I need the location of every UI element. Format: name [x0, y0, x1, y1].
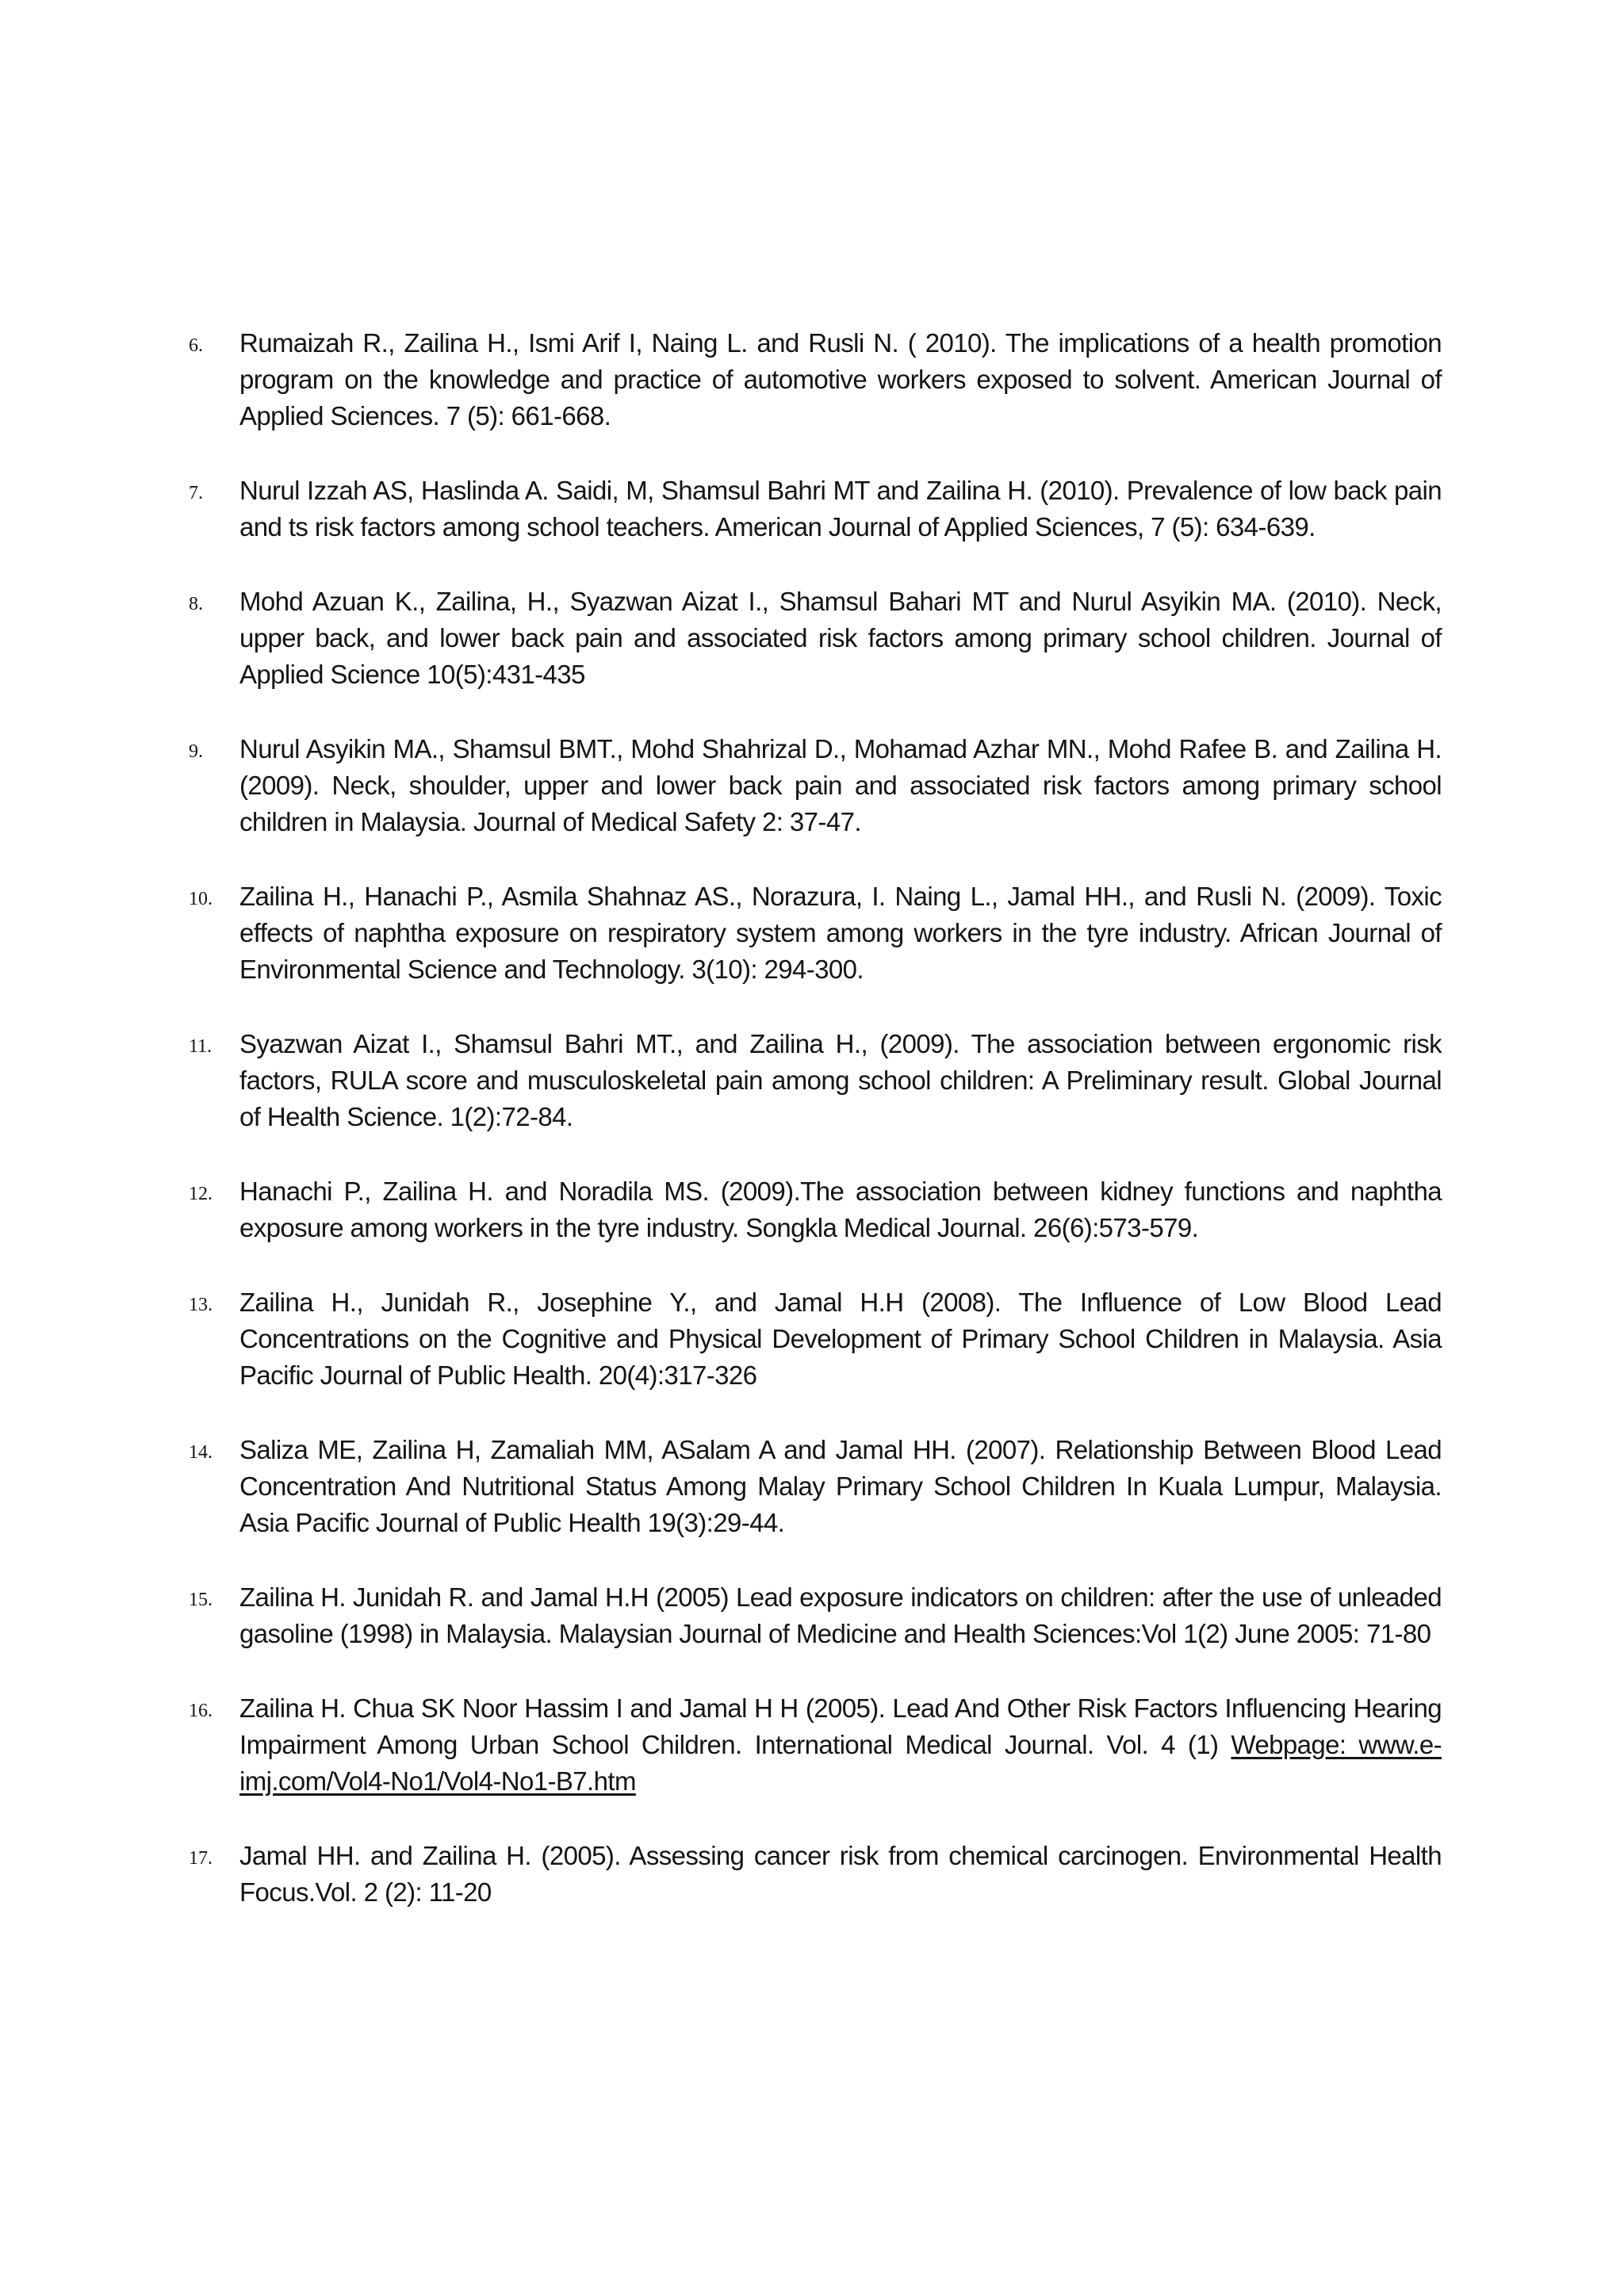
reference-number: 11. — [189, 1036, 213, 1057]
reference-item — [189, 1284, 1442, 1394]
reference-text: Zailina H., Hanachi P., Asmila Shahnaz AS., Norazura, I. Naing L., Jamal HH., and Rusli N. (2009). Toxic effects of naphtha exposure on respiratory system among workers in the tyre industry. African Journal of Environmental Science and Technology. 3(10): 294-300. — [239, 882, 1442, 984]
reference-text: Zailina H. Junidah R. and Jamal H.H (2005) Lead exposure indicators on children: after the use of unleaded gasoline (1998) in Malaysia. Malaysian Journal of Medicine and Health Sciences:Vol 1(2) June 2005: 71-80 — [239, 1582, 1442, 1648]
reference-item — [189, 1690, 1442, 1800]
reference-text: Hanachi P., Zailina H. and Noradila MS. (2009).The association between kidney functions and naphtha exposure among workers in the tyre industry. Songkla Medical Journal. 26(6):573-579. — [239, 1177, 1442, 1242]
reference-number: 13. — [189, 1295, 213, 1315]
reference-text: Nurul Izzah AS, Haslinda A. Saidi, M, Shamsul Bahri MT and Zailina H. (2010). Prevalence of low back pain and ts risk factors among school teachers. American Journal of Applied Sciences, 7 (5): 634-639. — [239, 476, 1442, 541]
reference-item — [189, 1579, 1442, 1652]
reference-item — [189, 1026, 1442, 1135]
reference-item — [189, 1432, 1442, 1541]
reference-number: 15. — [189, 1590, 213, 1610]
reference-text: Mohd Azuan K., Zailina, H., Syazwan Aizat I., Shamsul Bahari MT and Nurul Asyikin MA. (2010). Neck, upper back, and lower back pain and associated risk factors among primary school children. Journal of Applied Science 10(5):431-435 — [239, 587, 1442, 689]
reference-text: Jamal HH. and Zailina H. (2005). Assessing cancer risk from chemical carcinogen. Environmental Health Focus.Vol. 2 (2): 11-20 — [239, 1841, 1442, 1907]
reference-item — [189, 325, 1442, 434]
reference-text: Nurul Asyikin MA., Shamsul BMT., Mohd Shahrizal D., Mohamad Azhar MN., Mohd Rafee B. and Zailina H. (2009). Neck, shoulder, upper and lower back pain and associated risk factors among primary school children in Malaysia. Journal of Medical Safety 2: 37-47. — [239, 734, 1442, 836]
reference-number: 10. — [189, 889, 213, 909]
reference-number: 17. — [189, 1848, 213, 1869]
reference-number: 7. — [189, 483, 203, 503]
reference-item — [189, 731, 1442, 840]
reference-number: 14. — [189, 1442, 213, 1463]
reference-text: Zailina H. Chua SK Noor Hassim I and Jamal H H (2005). Lead And Other Risk Factors Influencing Hearing Impairment Among Urban School Children. International Medical Journal. Vol. 4 (1) — [239, 1693, 1442, 1759]
reference-text: Syazwan Aizat I., Shamsul Bahri MT., and Zailina H., (2009). The association between ergonomic risk factors, RULA score and musculoskeletal pain among school children: A Preliminary result. Global Journal of Health Science. 1(2):72-84. — [239, 1029, 1442, 1131]
reference-text: Rumaizah R., Zailina H., Ismi Arif I, Naing L. and Rusli N. ( 2010). The implications of a health promotion program on the knowledge and practice of automotive workers exposed to solvent. American Journal of Applied Sciences. 7 (5): 661-668. — [239, 328, 1442, 430]
reference-item — [189, 1838, 1442, 1911]
reference-item — [189, 878, 1442, 988]
reference-item — [189, 584, 1442, 693]
reference-number: 6. — [189, 335, 203, 356]
reference-number: 12. — [189, 1184, 213, 1204]
reference-number: 16. — [189, 1701, 213, 1721]
reference-number: 8. — [189, 594, 203, 614]
reference-text: Saliza ME, Zailina H, Zamaliah MM, ASalam A and Jamal HH. (2007). Relationship Between Blood Lead Concentration And Nutritional Status Among Malay Primary School Children In Kuala Lumpur, Malaysia. Asia Pacific Journal of Public Health 19(3):29-44. — [239, 1435, 1442, 1537]
webpage-link[interactable]: Webpage: www.e-imj.com/Vol4-No1/Vol4-No1-B7.htm — [239, 1730, 1442, 1796]
reference-text: Zailina H., Junidah R., Josephine Y., and Jamal H.H (2008). The Influence of Low Blood Lead Concentrations on the Cognitive and Physical Development of Primary School Children in Malaysia. Asia Pacific Journal of Public Health. 20(4):317-326 — [239, 1288, 1442, 1390]
reference-list — [189, 325, 1442, 1949]
reference-item — [189, 473, 1442, 545]
reference-number: 9. — [189, 741, 203, 762]
reference-item — [189, 1173, 1442, 1246]
